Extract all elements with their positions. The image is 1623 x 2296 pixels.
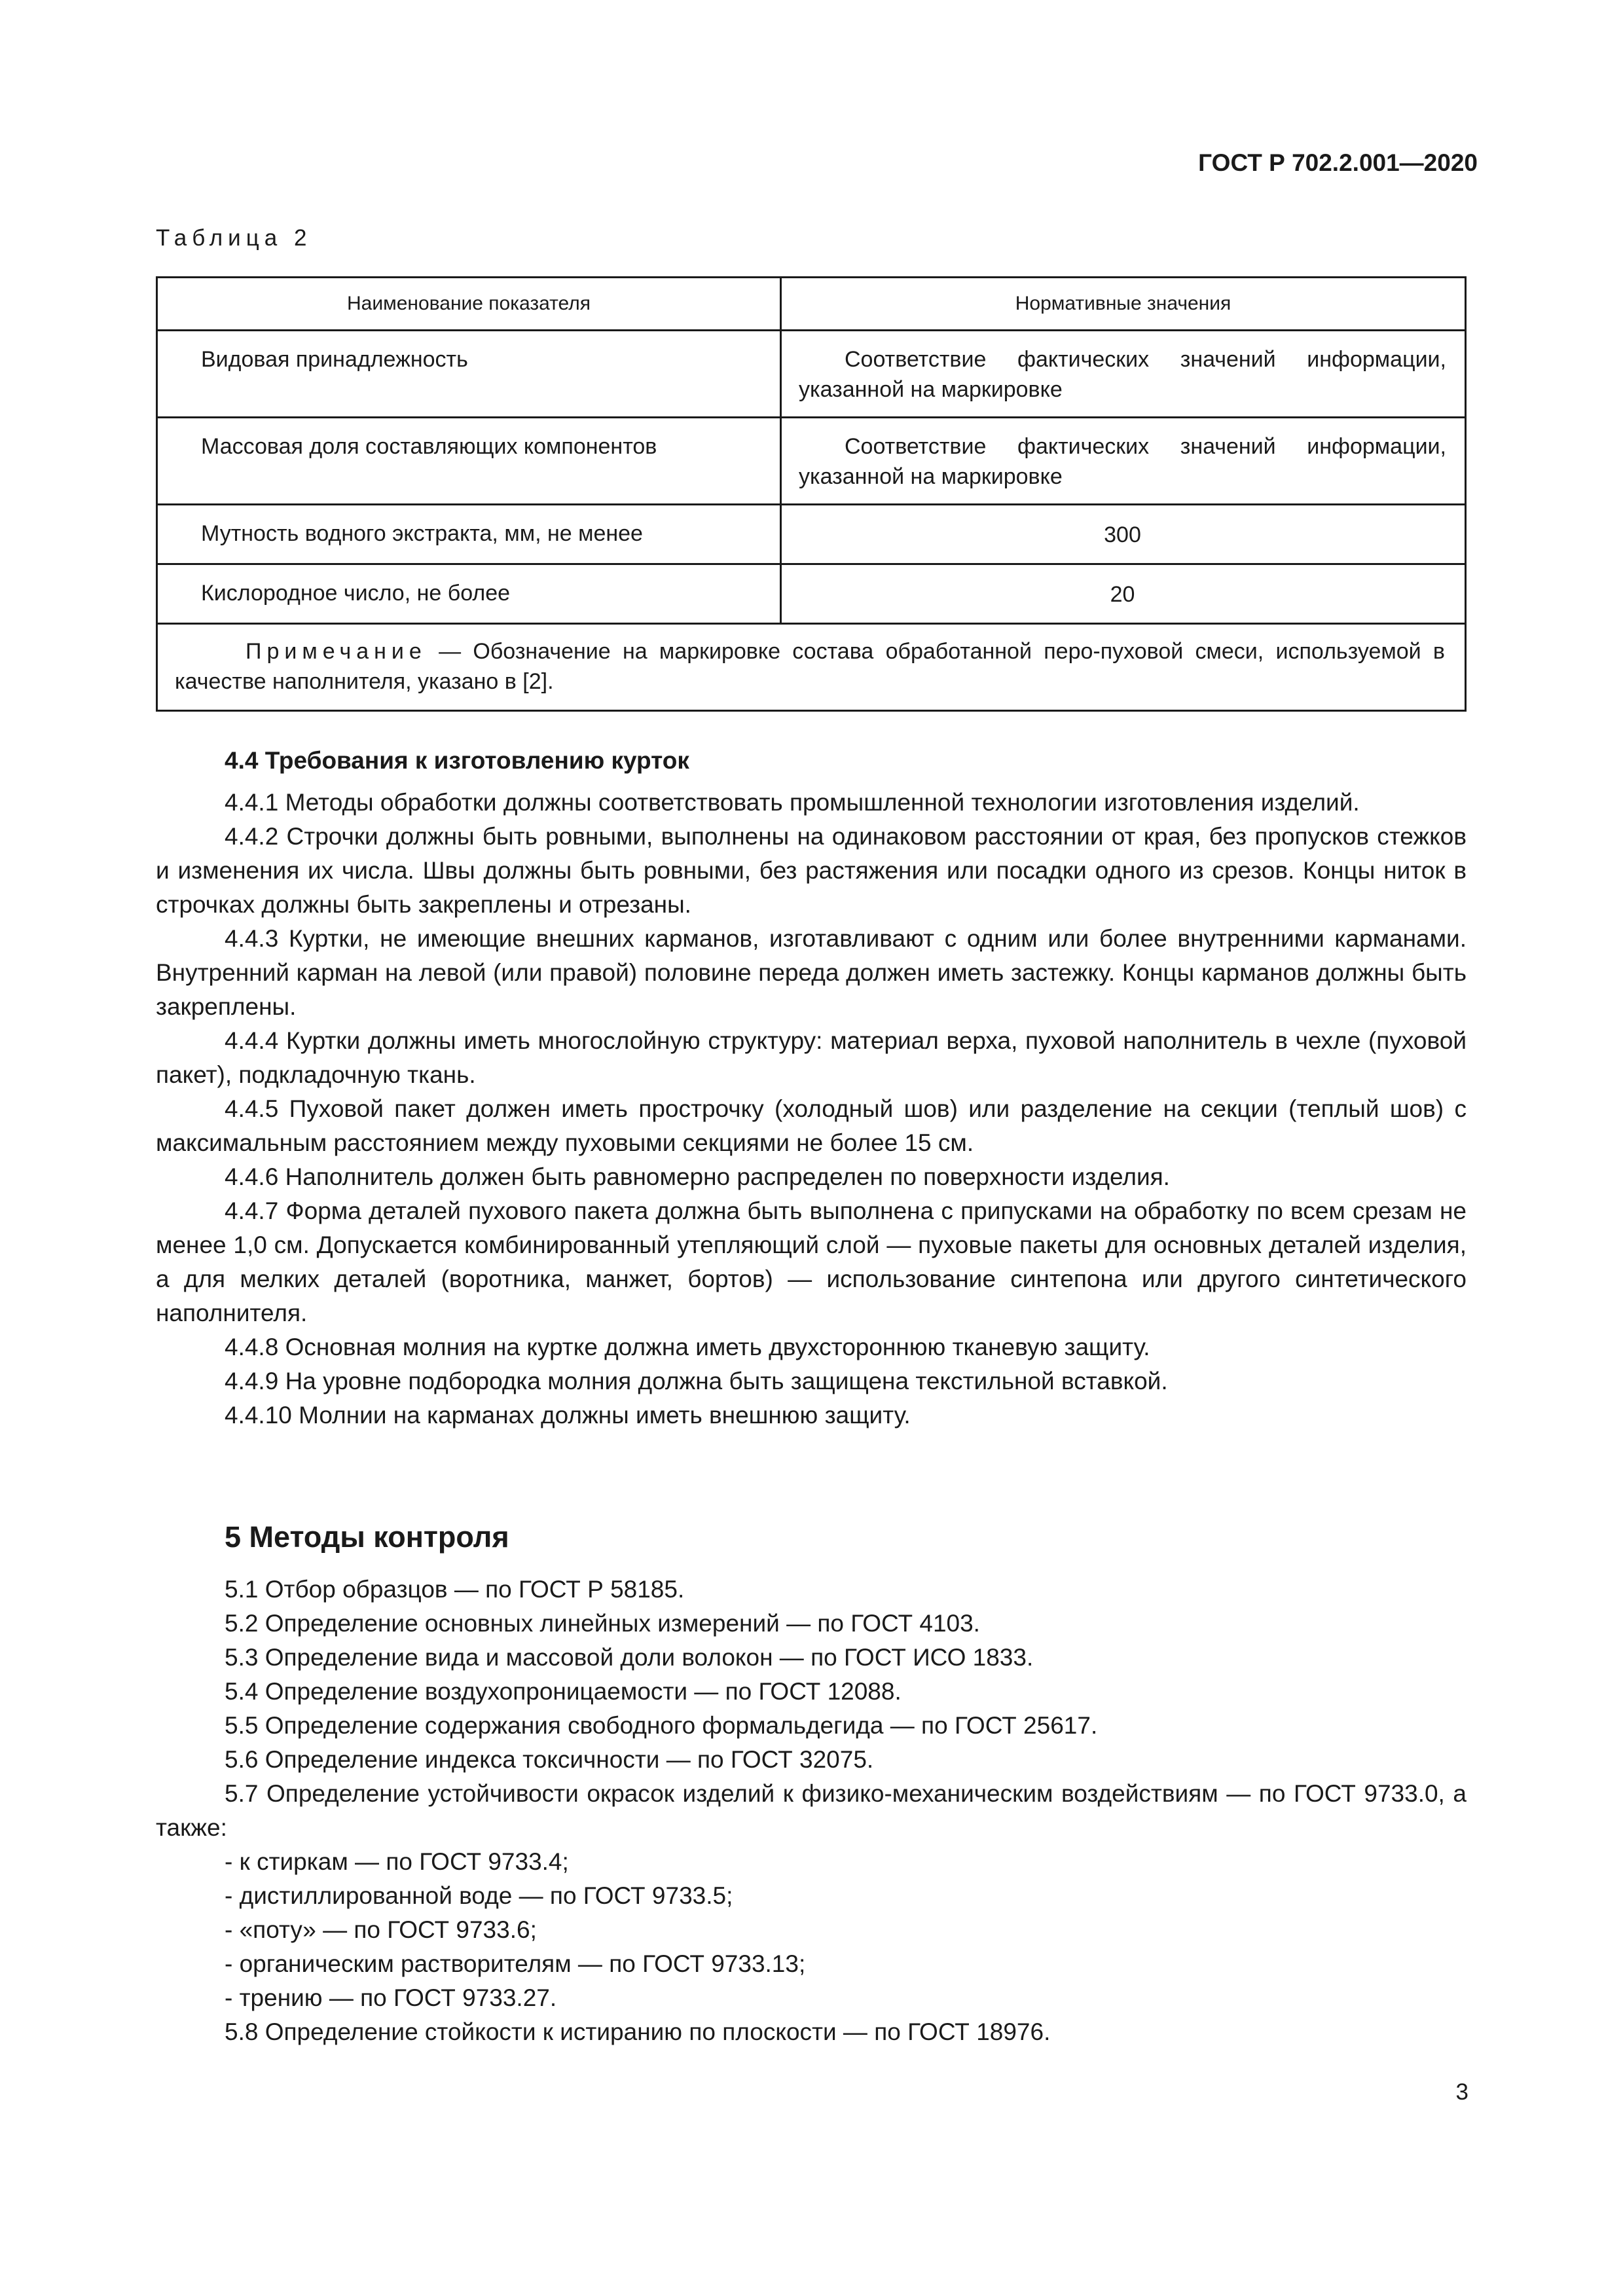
sub-list-item: - трению — по ГОСТ 9733.27. xyxy=(225,1984,557,2011)
page-number: 3 xyxy=(1455,2079,1468,2105)
paragraph-4-4-3: 4.4.3 Куртки, не имеющие внешних карманов, изготавливают с одним или более внутренними карманами. Внутренний карман на левой (или правой) половине переда должен иметь застежку. Концы карманов должны быть закреплены. xyxy=(156,925,1467,1020)
list-item: 5.6 Определение индекса токсичности — по ГОСТ 32075. xyxy=(225,1746,874,1773)
section-5-title: 5 Методы контроля xyxy=(225,1520,509,1554)
sub-list-item: - дистиллированной воде — по ГОСТ 9733.5; xyxy=(225,1882,733,1909)
paragraph-4-4-8: 4.4.8 Основная молния на куртке должна иметь двухстороннюю тканевую защиту. xyxy=(225,1334,1150,1360)
row-name-cell: Мутность водного экстракта, мм, не менее xyxy=(157,505,781,564)
row-value-cell: 300 xyxy=(781,505,1466,564)
note-text: — Обозначение на маркировке состава обработанной перо-пуховой смеси, используемой в качестве наполнителя, указано в [2]. xyxy=(175,639,1445,694)
sub-list-item: - «поту» — по ГОСТ 9733.6; xyxy=(225,1916,537,1943)
paragraph-4-4-9: 4.4.9 На уровне подбородка молния должна быть защищена текстильной вставкой. xyxy=(225,1368,1168,1394)
sub-list-item: - к стиркам — по ГОСТ 9733.4; xyxy=(225,1848,569,1875)
table-caption: Таблица 2 xyxy=(156,225,312,251)
list-item: 5.8 Определение стойкости к истиранию по плоскости — по ГОСТ 18976. xyxy=(225,2018,1051,2045)
list-item: 5.5 Определение содержания свободного формальдегида — по ГОСТ 25617. xyxy=(225,1712,1098,1739)
row-name-cell: Видовая принадлежность xyxy=(157,331,781,418)
table-row xyxy=(157,331,1466,418)
table-row xyxy=(157,418,1466,505)
row-name-cell: Массовая доля составляющих компонентов xyxy=(157,418,781,505)
paragraph-4-4-10: 4.4.10 Молнии на карманах должны иметь внешнюю защиту. xyxy=(225,1402,911,1429)
paragraph-4-4-4: 4.4.4 Куртки должны иметь многослойную структуру: материал верха, пуховой наполнитель в чехле (пуховой пакет), подкладочную ткань. xyxy=(156,1027,1467,1088)
section-4-4-title: 4.4 Требования к изготовлению курток xyxy=(225,747,689,774)
sub-list-item: - органическим растворителям — по ГОСТ 9733.13; xyxy=(225,1950,806,1977)
table-note-cell xyxy=(157,624,1466,711)
document-id-header: ГОСТ Р 702.2.001—2020 xyxy=(1198,149,1478,176)
list-item: 5.3 Определение вида и массовой доли волокон — по ГОСТ ИСО 1833. xyxy=(225,1644,1034,1671)
paragraph-4-4-7: 4.4.7 Форма деталей пухового пакета должна быть выполнена с припусками на обработку по всем срезам не менее 1,0 см. Допускается комбинированный утепляющий слой — пуховые пакеты для основных деталей изделия, а для мелких деталей (воротника, манжет, бортов) — использование синтепона или другого синтетического наполнителя. xyxy=(156,1197,1467,1326)
column-header-value: Нормативные значения xyxy=(781,278,1466,331)
table-row xyxy=(157,505,1466,564)
section-5 xyxy=(156,1520,1467,2049)
note-label: Примечание xyxy=(246,639,427,664)
paragraph-4-4-6: 4.4.6 Наполнитель должен быть равномерно распределен по поверхности изделия. xyxy=(225,1163,1170,1190)
row-value-cell: Соответствие фактических значений информации, указанной на маркировке xyxy=(781,331,1466,418)
specification-table xyxy=(156,276,1467,712)
paragraph-4-4-5: 4.4.5 Пуховой пакет должен иметь прострочку (холодный шов) или разделение на секции (теплый шов) с максимальным расстоянием между пуховыми секциями не более 15 см. xyxy=(156,1095,1467,1156)
section-4-4 xyxy=(156,744,1467,1432)
row-name-cell: Кислородное число, не более xyxy=(157,564,781,624)
paragraph-4-4-2: 4.4.2 Строчки должны быть ровными, выполнены на одинаковом расстоянии от края, без пропусков стежков и изменения их числа. Швы должны быть ровными, без растяжения или посадки одного из срезов. Концы ниток в строчках должны быть закреплены и отрезаны. xyxy=(156,823,1467,918)
table-row xyxy=(157,564,1466,624)
list-item: 5.2 Определение основных линейных измерений — по ГОСТ 4103. xyxy=(225,1610,980,1637)
table-header-row xyxy=(157,278,1466,331)
row-value-cell: Соответствие фактических значений информации, указанной на маркировке xyxy=(781,418,1466,505)
table-note-row xyxy=(157,624,1466,711)
list-item: 5.1 Отбор образцов — по ГОСТ Р 58185. xyxy=(225,1576,685,1603)
list-item: 5.7 Определение устойчивости окрасок изделий к физико-механическим воздействиям — по ГОСТ 9733.0, а также: xyxy=(156,1780,1467,1841)
paragraph-4-4-1: 4.4.1 Методы обработки должны соответствовать промышленной технологии изготовления изделий. xyxy=(225,789,1360,816)
column-header-name: Наименование показателя xyxy=(157,278,781,331)
list-item: 5.4 Определение воздухопроницаемости — по ГОСТ 12088. xyxy=(225,1678,902,1705)
row-value-cell: 20 xyxy=(781,564,1466,624)
